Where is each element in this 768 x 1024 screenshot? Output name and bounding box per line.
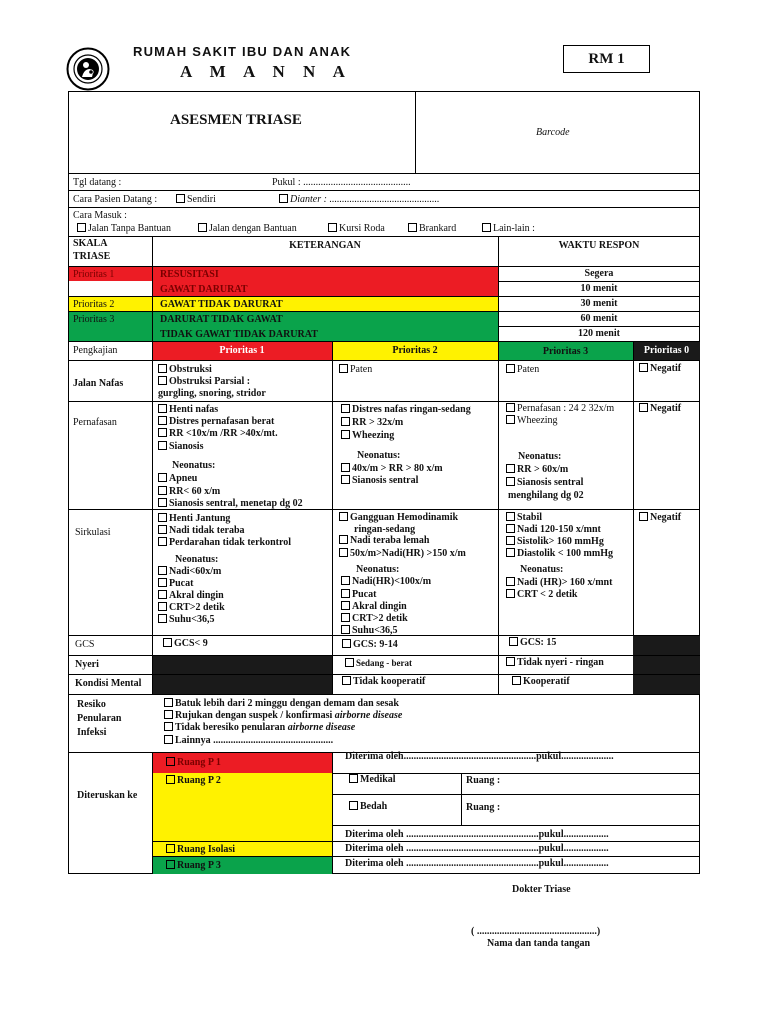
col-triase-label: TRIASE [73,251,111,262]
infeksi-label-2: Penularan [77,713,122,724]
pn-p1-sianosis[interactable]: Sianosis [158,441,203,452]
form-title: ASESMEN TRIASE [170,112,302,128]
pn-p1-rr[interactable]: RR <10x/m /RR >40x/mt. [158,428,278,439]
sendiri-checkbox[interactable]: Sendiri [176,194,216,205]
ruang-isolasi-checkbox[interactable]: Ruang Isolasi [166,844,235,855]
pn-p1-henti[interactable]: Henti nafas [158,404,218,415]
pn-p3-rr60[interactable]: RR > 60x/m [506,464,568,475]
gcs-p1[interactable]: GCS< 9 [163,638,208,649]
skala-prioritas-3: Prioritas 3 [73,314,115,325]
barcode-label: Barcode [536,127,570,138]
nyeri-p3[interactable]: Tidak nyeri - ringan [506,657,604,668]
kondisi-p3[interactable]: Kooperatif [512,676,570,687]
pn-p1-apneu[interactable]: Apneu [158,473,197,484]
sk-p3-neonatus: Neonatus: [520,564,564,575]
form-code: RM 1 [563,45,650,73]
diterima-4[interactable]: Diterima oleh .....................................................pukul.................. [345,858,609,869]
pn-p2-distres[interactable]: Distres nafas ringan-sedang [341,404,471,415]
sk-p1-pucat[interactable]: Pucat [158,578,193,589]
cara-masuk-label: Cara Masuk : [73,210,127,221]
jn-p1-gurgling: gurgling, snoring, stridor [158,388,266,399]
jn-p2-paten[interactable]: Paten [339,364,372,375]
masuk-jalan-tanpa-bantuan[interactable]: Jalan Tanpa Bantuan [77,223,171,234]
masuk-kursi-roda[interactable]: Kursi Roda [328,223,385,234]
nyeri-p2[interactable]: Sedang - berat [345,658,412,669]
diterima-2[interactable]: Diterima oleh .....................................................pukul.................. [345,829,609,840]
ket-gawat-tidak-darurat: GAWAT TIDAK DARURAT [160,299,283,310]
pn-p3-sianosis[interactable]: Sianosis sentral [506,477,583,488]
col-waktu-label: WAKTU RESPON [558,240,640,251]
pn-p2-neonatus: Neonatus: [357,450,401,461]
infeksi-lainnya[interactable]: Lainnya ................................................ [164,735,333,746]
sk-p1-neonatus: Neonatus: [175,554,219,565]
sk-p3-stabil[interactable]: Stabil [506,512,542,523]
jalan-nafas-label: Jalan Nafas [73,378,124,389]
pn-p0-negatif[interactable]: Negatif [639,403,681,414]
sk-p2-nadi100[interactable]: Nadi(HR)<100x/m [341,576,431,587]
waktu-10: 10 menit [580,283,618,294]
jn-p1-obstruksi[interactable]: Obstruksi [158,364,212,375]
assess-p0-head: Prioritas 0 [643,345,690,356]
waktu-30: 30 menit [580,298,618,309]
sk-p1-crt[interactable]: CRT>2 detik [158,602,225,613]
infeksi-label-3: Infeksi [77,727,107,738]
sk-p1-nadi[interactable]: Nadi tidak teraba [158,525,245,536]
sk-p0-negatif[interactable]: Negatif [639,512,681,523]
pn-p3-wheezing[interactable]: Wheezing [506,415,558,426]
waktu-120: 120 menit [578,328,620,339]
ket-resusitasi: RESUSITASI [160,269,219,280]
skala-prioritas-2: Prioritas 2 [73,299,115,310]
dokter-triase-label: Dokter Triase [512,884,571,895]
nama-tanda-tangan-label: Nama dan tanda tangan [487,938,591,949]
sk-p2-neonatus: Neonatus: [356,564,400,575]
masuk-jalan-dengan-bantuan[interactable]: Jalan dengan Bantuan [198,223,297,234]
pernafasan-label: Pernafasan [73,417,117,428]
ket-darurat-tidak-gawat: DARURAT TIDAK GAWAT [160,314,283,325]
pn-p1-distres[interactable]: Distres pernafasan berat [158,416,274,427]
gcs-p3[interactable]: GCS: 15 [509,637,556,648]
sk-p1-henti[interactable]: Henti Jantung [158,513,230,524]
pn-p2-sianosis[interactable]: Sianosis sentral [341,475,418,486]
jn-p1-obstruksi-parsial[interactable]: Obstruksi Parsial : [158,376,250,387]
jn-p3-paten[interactable]: Paten [506,364,539,375]
pn-p1-rr60[interactable]: RR< 60 x/m [158,486,220,497]
diterima-1[interactable]: Diterima oleh.....................................................pukul..................... [345,751,614,762]
sk-p2-akral[interactable]: Akral dingin [341,601,407,612]
infeksi-label-1: Resiko [77,699,106,710]
ket-tidak-gawat: TIDAK GAWAT TIDAK DARURAT [160,329,318,340]
sk-p2-ringan: ringan-sedang [354,524,416,535]
infeksi-batuk[interactable]: Batuk lebih dari 2 minggu dengan demam dan sesak [164,698,399,709]
sk-p2-nadi-range[interactable]: 50x/m>Nadi(HR) >150 x/m [339,548,466,559]
pn-p1-neonatus: Neonatus: [172,460,216,471]
sk-p3-nadi[interactable]: Nadi 120-150 x/mnt [506,524,601,535]
sk-p2-crt[interactable]: CRT>2 detik [341,613,408,624]
jn-p0-negatif[interactable]: Negatif [639,363,681,374]
infeksi-rujukan[interactable]: Rujukan dengan suspek / konfirmasi airborne disease [164,710,402,721]
assess-p3-head: Prioritas 3 [542,346,589,357]
sk-p3-nadi160[interactable]: Nadi (HR)> 160 x/mnt [506,577,612,588]
diantar-checkbox[interactable]: Dianter : ............................................ [279,194,439,205]
sk-p2-nadi-lemah[interactable]: Nadi teraba lemah [339,535,429,546]
pn-p3-menghilang: menghilang dg 02 [508,490,584,501]
gcs-label: GCS [75,639,95,650]
diterima-3[interactable]: Diterima oleh .....................................................pukul.................. [345,843,609,854]
pn-p1-sianosis-sentral[interactable]: Sianosis sentral, menetap dg 02 [158,498,303,509]
waktu-segera: Segera [584,268,614,279]
hospital-name: RUMAH SAKIT IBU DAN ANAK [133,44,352,59]
pukul-label[interactable]: Pukul : ........................................... [272,177,411,188]
masuk-brankard[interactable]: Brankard [408,223,456,234]
sk-p2-pucat[interactable]: Pucat [341,589,376,600]
hospital-sub-name: A M A N N A [180,62,352,81]
col-keterangan-label: KETERANGAN [289,240,361,251]
signature-dots[interactable]: ( ................................................) [471,926,601,937]
bedah-checkbox[interactable]: Bedah [349,801,387,812]
ket-gawat-darurat: GAWAT DARURAT [160,284,248,295]
assess-p1-head: Prioritas 1 [219,345,265,356]
col-skala-label: SKALA [73,238,108,249]
ruang-p3-checkbox[interactable]: Ruang P 3 [166,860,221,871]
cara-pasien-label: Cara Pasien Datang : [73,194,158,205]
medikal-checkbox[interactable]: Medikal [349,774,396,785]
pn-p3-neonatus: Neonatus: [518,451,562,462]
sk-p1-akral[interactable]: Akral dingin [158,590,224,601]
sk-p3-diastolik[interactable]: Diastolik < 100 mmHg [506,548,613,559]
ruang-p1-checkbox[interactable]: Ruang P 1 [166,757,221,768]
pn-p2-rr-range[interactable]: 40x/m > RR > 80 x/m [341,463,443,474]
sk-p1-suhu[interactable]: Suhu<36,5 [158,614,214,625]
waktu-60: 60 menit [580,313,618,324]
sk-p3-crt[interactable]: CRT < 2 detik [506,589,577,600]
infeksi-tidak-beresiko[interactable]: Tidak beresiko penularan airborne disease [164,722,355,733]
sk-p3-sistolik[interactable]: Sistolik> 160 mmHg [506,536,604,547]
pn-p2-rr32[interactable]: RR > 32x/m [341,417,403,428]
sk-p1-nadi60[interactable]: Nadi<60x/m [158,566,221,577]
ruang-medikal-label[interactable]: Ruang : [466,775,501,786]
skala-prioritas-1: Prioritas 1 [73,269,115,280]
kondisi-label: Kondisi Mental [75,678,142,689]
masuk-lain-lain[interactable]: Lain-lain : [482,223,535,234]
diteruskan-label: Diteruskan ke [77,790,138,801]
gcs-p2[interactable]: GCS: 9-14 [342,639,398,650]
sk-p1-perdarahan[interactable]: Perdarahan tidak terkontrol [158,537,291,548]
sirkulasi-label: Sirkulasi [75,527,111,538]
ruang-bedah-label[interactable]: Ruang : [466,802,501,813]
p0-bottom-black [633,635,700,694]
ruang-p2-checkbox[interactable]: Ruang P 2 [166,775,221,786]
pn-p3-pernafasan[interactable]: Pernafasan : 24 2 32x/m [506,403,614,414]
pn-p2-wheezing[interactable]: Wheezing [341,430,394,441]
sk-p2-suhu[interactable]: Suhu<36,5 [341,625,397,636]
pengkajian-label: Pengkajian [73,345,118,356]
nyeri-label: Nyeri [75,659,99,670]
tgl-datang-label: Tgl datang : [73,177,122,188]
kondisi-p2[interactable]: Tidak kooperatif [342,676,425,687]
sk-p2-gangguan[interactable]: Gangguan Hemodinamik [339,512,458,523]
assess-p2-head: Prioritas 2 [392,345,438,356]
hospital-logo-icon [66,47,110,91]
